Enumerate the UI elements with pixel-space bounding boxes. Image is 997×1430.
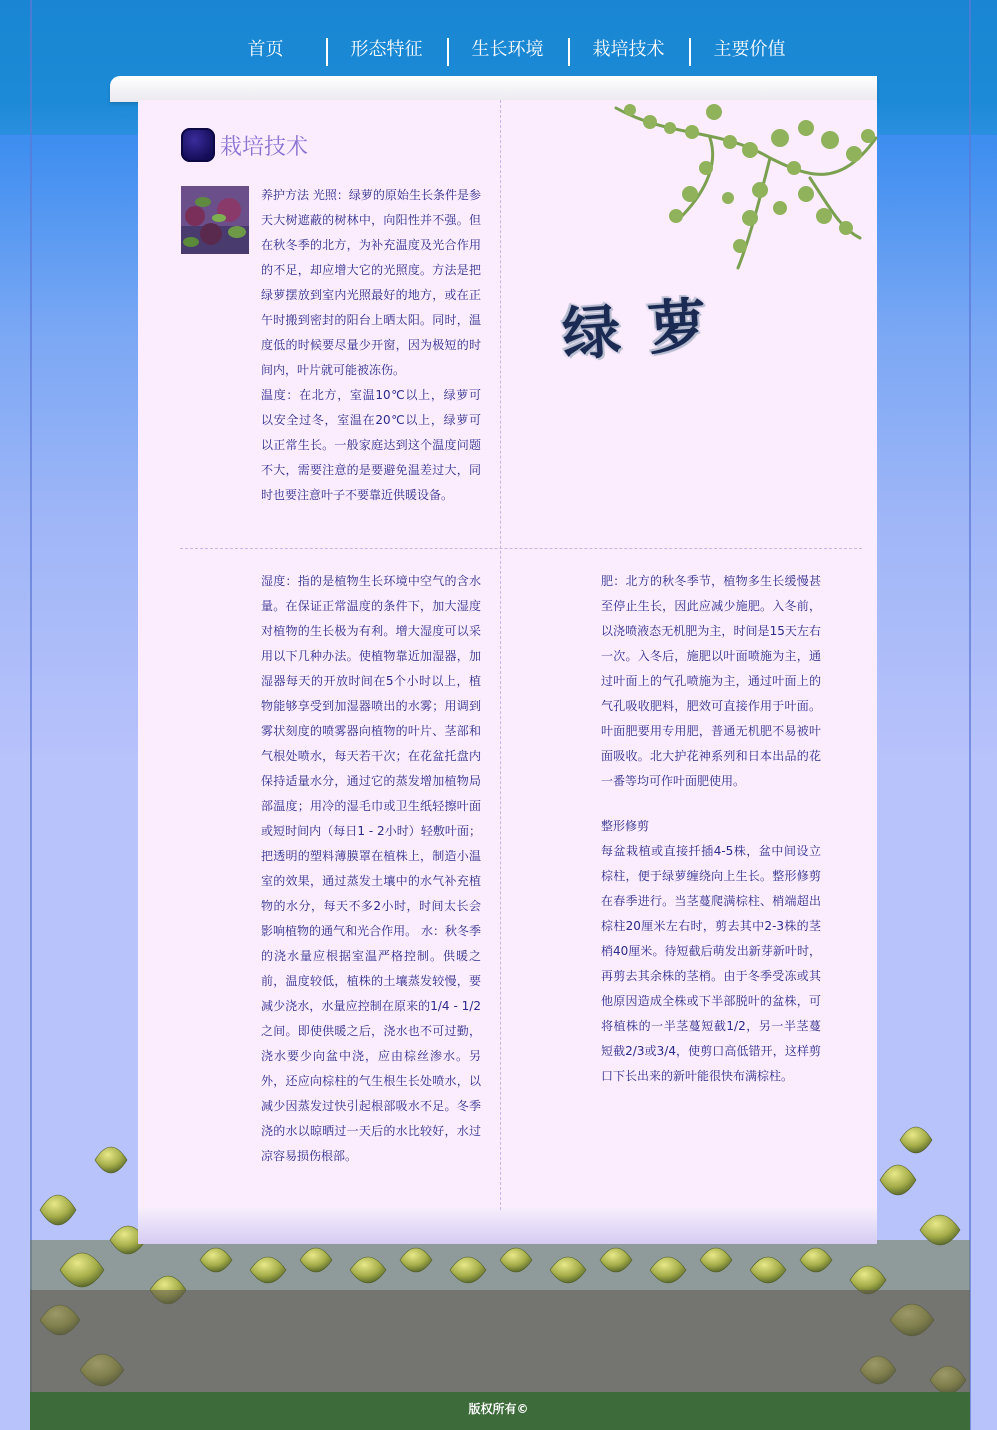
paragraph-fertilizer: 肥：北方的秋冬季节，植物多生长缓慢甚至停止生长，因此应减少施肥。入冬前，以浇喷液态无机肥为主，时间是15天左右一次。入冬后，施肥以叶面喷施为主，通过叶面上的气孔喷施为主，通过叶面上的气孔吸收肥料，肥效可直接作用于叶面。叶面肥要用专用肥，普通无机肥不易被叶面吸收。北大护花神系列和日本出品的花一番等均可作叶面肥使用。 [601, 574, 821, 788]
branch-decoration [610, 98, 878, 278]
horizontal-divider [180, 548, 862, 549]
main-navigation [205, 26, 810, 74]
paper-bottom-edge [138, 1208, 877, 1244]
text-fertilizer-pruning [601, 569, 821, 1089]
nav-cultivation[interactable]: 栽培技术 [568, 26, 689, 74]
nav-morphology[interactable]: 形态特征 [326, 26, 447, 74]
section-heading [181, 128, 308, 162]
plant-thumbnail [181, 186, 249, 254]
pruning-heading: 整形修剪 [601, 819, 650, 833]
paragraph-pruning: 每盆栽植或直接扦插4-5株，盆中间设立棕柱，便于绿萝缠绕向上生长。整形修剪在春季进行。当茎蔓爬满棕柱、梢端超出棕柱20厘米左右时，剪去其中2-3株的茎梢40厘米。待短截后萌发出新芽新叶时，再剪去其余株的茎梢。由于冬季受冻或其他原因造成全株或下半部脱叶的盆株，可将植株的一半茎蔓短截1/2，另一半茎蔓短截2/3或3/4，使剪口高低错开，这样剪口下长出来的新叶能很快布满棕柱。 [601, 844, 821, 1083]
nav-environment[interactable]: 生长环境 [447, 26, 568, 74]
paragraph-humidity: 湿度：指的是植物生长环境中空气的含水量。在保证正常温度的条件下，加大湿度对植物的生长极为有利。增大湿度可以采用以下几种办法。使植物靠近加湿器，加湿器每天的开放时间在5个小时以上，植物能够享受到加湿器喷出的水雾；用调到雾状刻度的喷雾器向植物的叶片、茎部和气根处喷水，每天若干次；在花盆托盘内保持适量水分，通过它的蒸发增加植物局部温度；用冷的湿毛巾或卫生纸轻擦叶面或短时间内（每日1 - 2小时）轻敷叶面；把透明的塑料薄膜罩在植株上，制造小温室的效果，通过蒸发土壤中的水气补充植物的水分，每天不多2小时，时间太长会影响植物的通气和光合作用。 水：秋冬季的浇水量应根据室温严格控制。供暖之前，温度较低，植株的土壤蒸发较慢，要减少浇水，水量应控制在原来的1/4 - 1/2之间。即使供暖之后，浇水也不可过勤，浇水要少向盆中浇，应由棕丝渗水。另外，还应向棕柱的气生根生长处喷水，以减少因蒸发过快引起根部吸水不足。冬季浇的水以晾晒过一天后的水比较好，水过凉容易损伤根部。 [261, 574, 481, 1163]
text-light-temperature [261, 183, 481, 508]
paragraph-light: 养护方法 光照：绿萝的原始生长条件是参天大树遮蔽的树林中，向阳性并不强。但在秋冬季的北方，为补充温度及光合作用的不足，却应增大它的光照度。方法是把绿萝摆放到室内光照最好的地方，或在正午时搬到密封的阳台上晒太阳。同时，温度低的时候要尽量少开窗，因为极短的时间内，叶片就可能被冻伤。 [261, 188, 481, 377]
logo-title: 绿萝 [560, 289, 737, 369]
copyright-text: 版权所有© [468, 1402, 529, 1416]
footer-band [30, 1290, 970, 1392]
text-humidity-water [261, 569, 481, 1169]
section-title: 栽培技术 [220, 134, 309, 160]
section-title-icon [181, 128, 215, 162]
nav-value[interactable]: 主要价值 [689, 26, 810, 74]
vertical-divider [500, 100, 501, 1210]
paragraph-temperature: 温度：在北方，室温10℃以上，绿萝可以安全过冬，室温在20℃以上，绿萝可以正常生长。一般家庭达到这个温度问题不大，需要注意的是要避免温差过大，同时也要注意叶子不要靠近供暖设备。 [261, 388, 481, 502]
nav-home[interactable]: 首页 [247, 39, 284, 60]
